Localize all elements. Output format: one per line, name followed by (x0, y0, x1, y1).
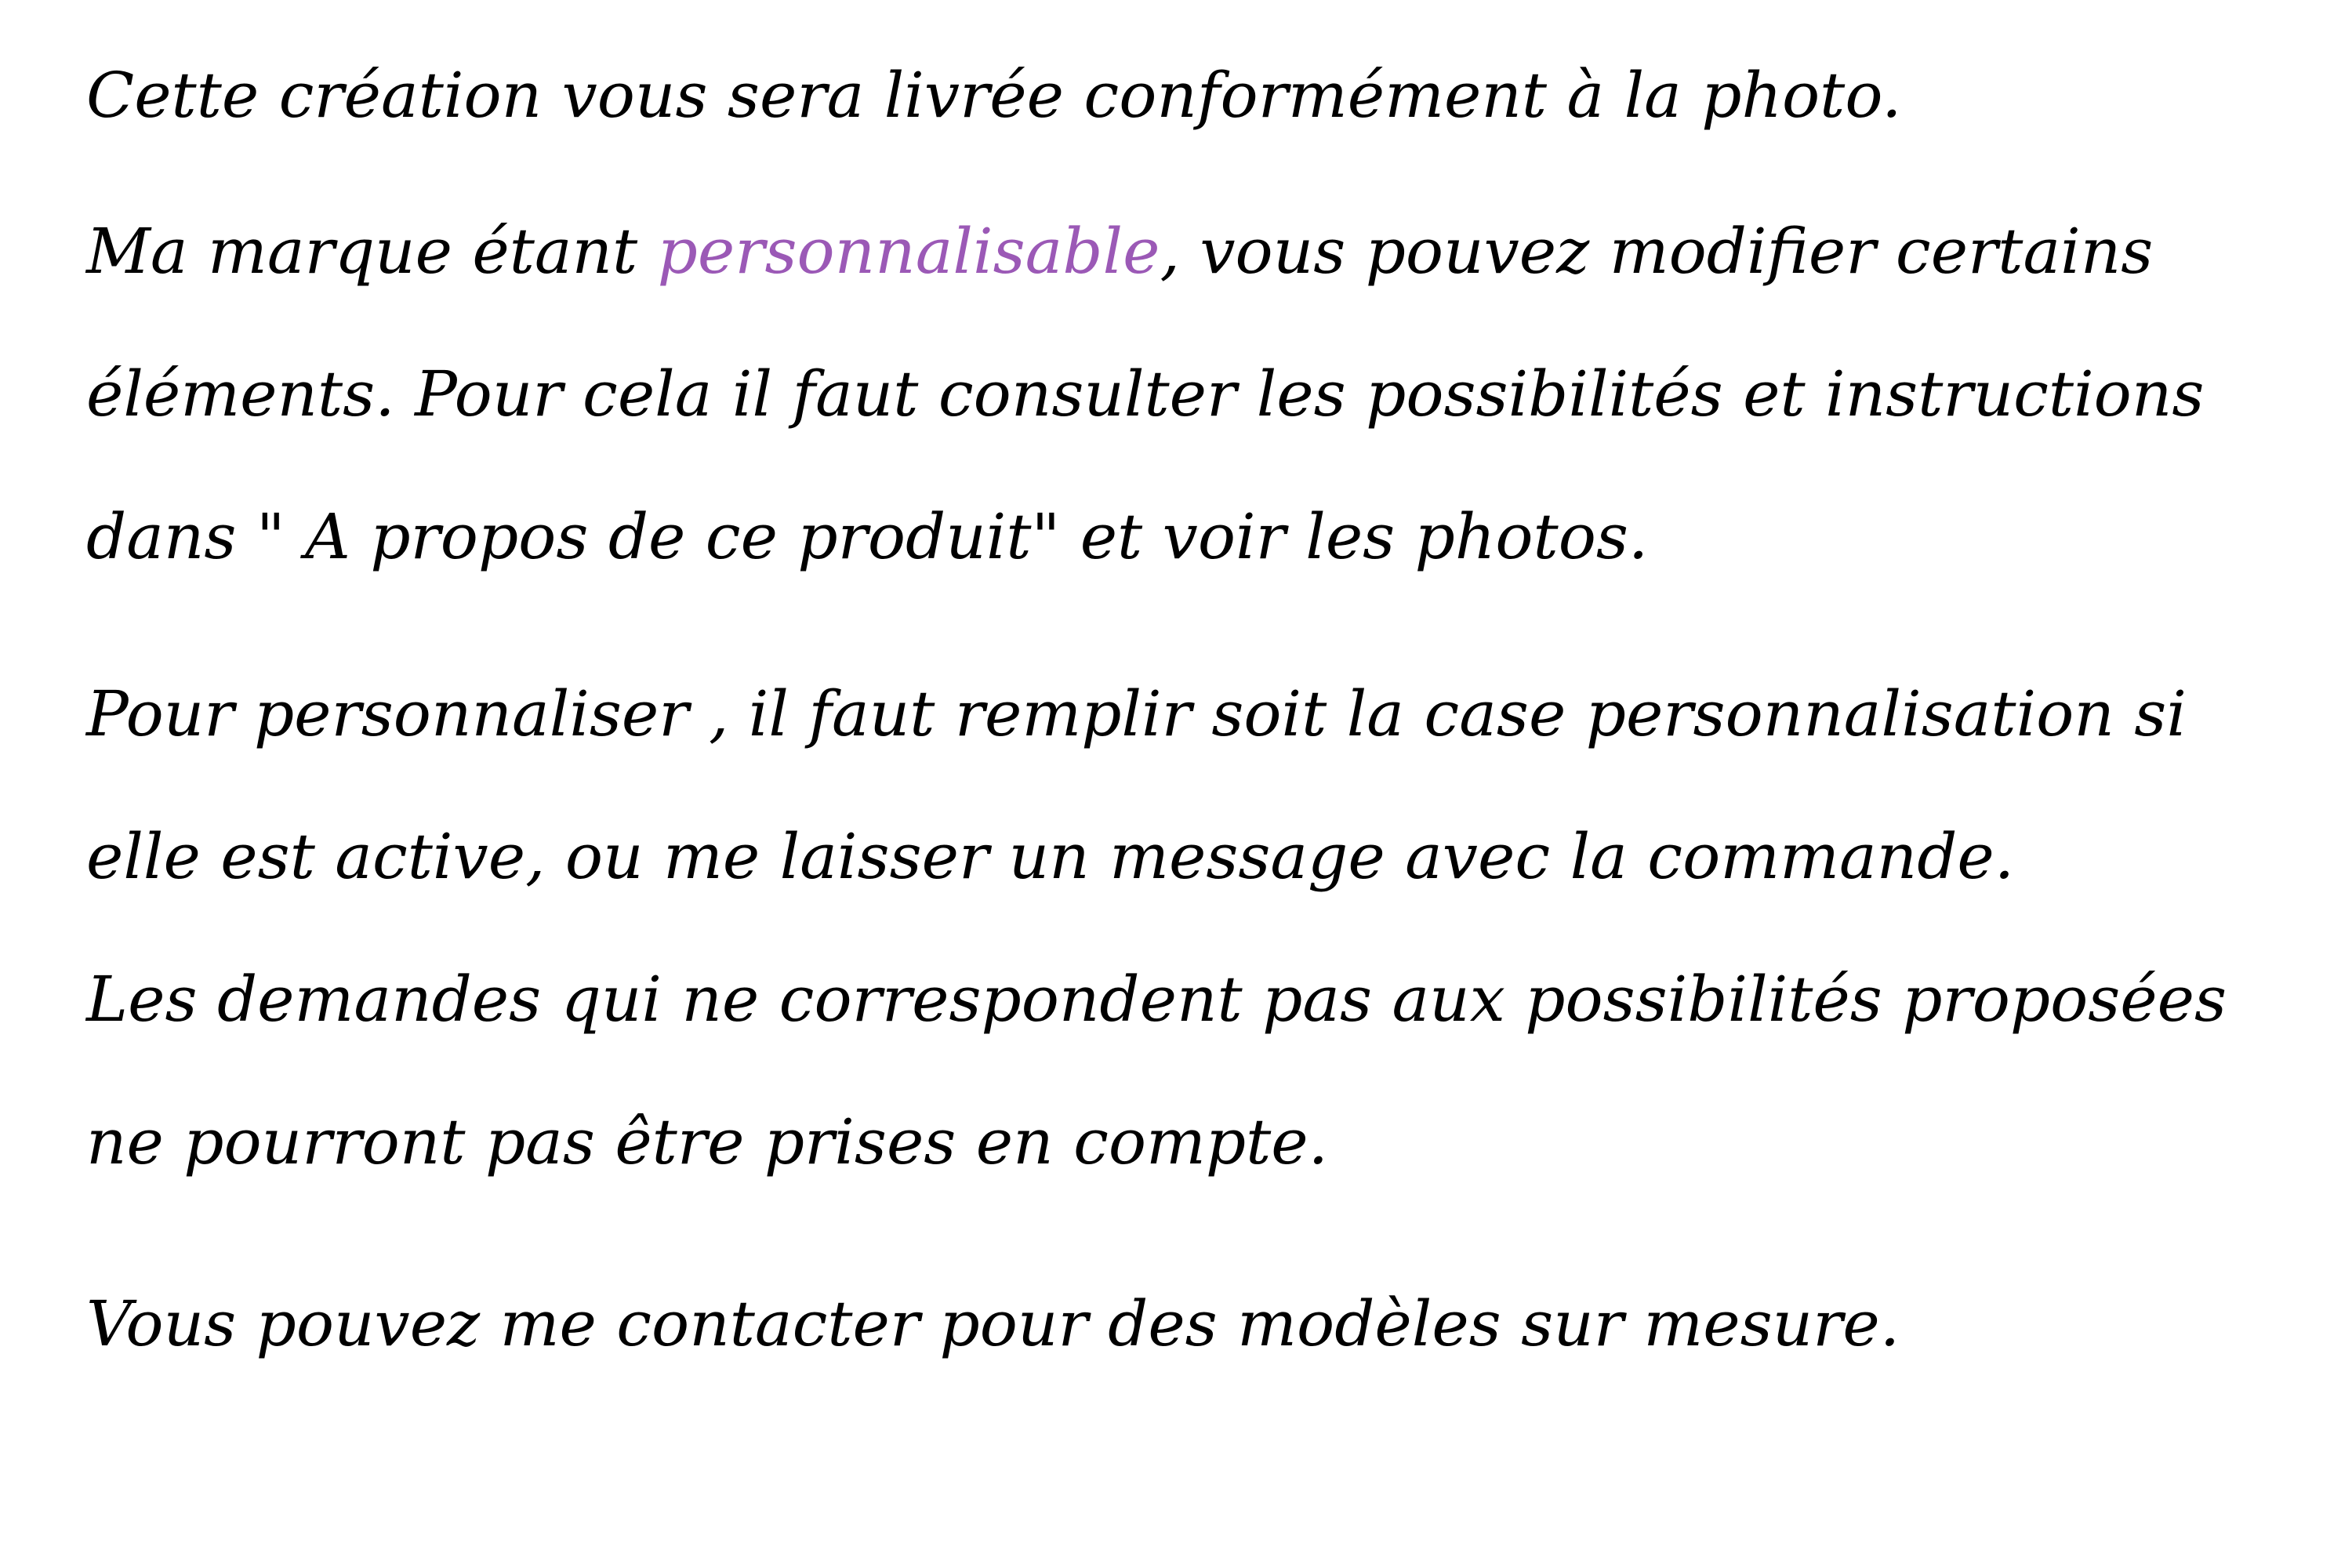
customization-instructions-line2: Les demandes qui ne correspondent pas aux possibilités proposées ne pourront pas être prises en compte. (86, 963, 2227, 1178)
personnalisable-highlight: personnalisable (657, 215, 1160, 288)
customization-intro-rest: , vous pouvez modifier certains éléments. Pour cela il faut consulter les possibilités et instructions dans " A propos de ce produit" et voir les photos. (86, 215, 2205, 573)
delivery-note-text: Cette création vous sera livrée conformément à la photo. (86, 59, 1902, 132)
customization-intro-start: Ma marque étant (86, 215, 658, 288)
customization-instructions (86, 643, 2305, 1214)
customization-intro (86, 180, 2305, 608)
delivery-note (86, 41, 2305, 151)
contact-note (86, 1253, 2305, 1396)
customization-instructions-line1: Pour personnaliser , il faut remplir soit la case personnalisation si elle est active, ou me laisser un message avec la commande. (86, 677, 2187, 893)
contact-note-text: Vous pouvez me contacter pour des modèles sur mesure. (86, 1287, 1900, 1360)
